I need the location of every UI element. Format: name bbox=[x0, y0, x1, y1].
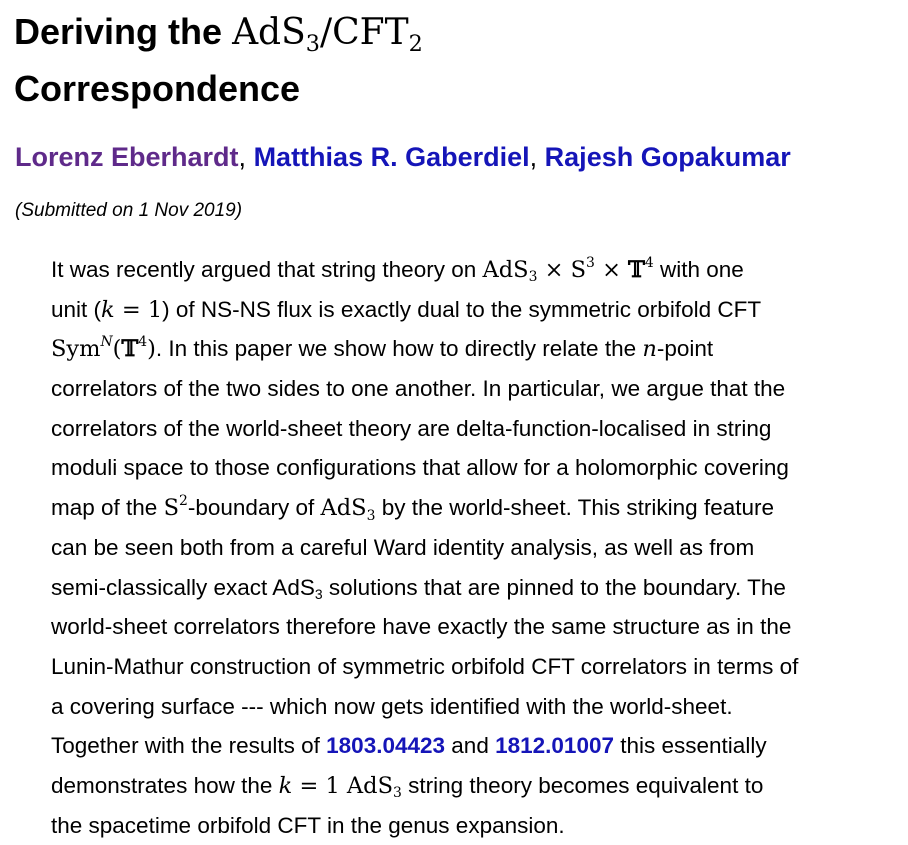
author-link-gaberdiel[interactable]: Matthias R. Gaberdiel bbox=[253, 142, 530, 172]
arxiv-link-1803-04423[interactable]: 1803.04423 bbox=[326, 733, 446, 759]
submission-date: (Submitted on 1 Nov 2019) bbox=[15, 200, 243, 221]
math-ads3-s3-t4: $AdS_3 \times S^3$ × 𝕋$^4$ bbox=[482, 254, 654, 286]
abstract-line: the spacetime orbifold CFT in the genus expansion. bbox=[51, 812, 565, 838]
abstract-line: can be seen both from a careful Ward identity analysis, as well as from bbox=[51, 534, 755, 560]
title-math: $AdS_3/CFT_2$ bbox=[232, 12, 423, 58]
abstract-line: correlators of the world-sheet theory are delta-function-localised in string bbox=[51, 415, 772, 441]
author-list bbox=[15, 140, 791, 174]
abstract-line: unit (k = 1) of NS-NS flux is exactly dual to the symmetric orbifold CFT bbox=[51, 296, 762, 323]
abstract-line: Sym$^N$(𝕋$^4$). In this paper we show how to directly relate the n-point bbox=[51, 334, 714, 363]
abstract-line: correlators of the two sides to one another. In particular, we argue that the bbox=[51, 376, 786, 402]
math-k: k bbox=[101, 296, 115, 323]
paper-title bbox=[14, 4, 894, 117]
abstract-line: world-sheet correlators therefore have exactly the same structure as in the bbox=[51, 614, 792, 640]
math-s2: $S^2$ bbox=[163, 493, 188, 522]
math-k-eq-1-ads3: k = 1 AdS$_3$ bbox=[278, 772, 402, 802]
title-line2: Correspondence bbox=[14, 68, 301, 109]
abstract-line: demonstrates how the k = 1 AdS$_3$ string theory becomes equivalent to bbox=[51, 772, 764, 802]
math-n: n bbox=[642, 336, 657, 363]
abstract-line: Lunin-Mathur construction of symmetric orbifold CFT correlators in terms of bbox=[51, 653, 799, 679]
abstract bbox=[51, 250, 908, 845]
author-separator: , bbox=[238, 142, 247, 172]
abstract-line: map of the $S^2$-boundary of AdS$_3$ by the world-sheet. This striking feature bbox=[51, 493, 774, 524]
author-separator: , bbox=[529, 142, 538, 172]
abstract-line: Together with the results of 1803.04423 and 1812.01007 this essentially bbox=[51, 733, 767, 759]
arxiv-link-1812-01007[interactable]: 1812.01007 bbox=[495, 733, 614, 759]
title-prefix: Deriving the bbox=[14, 11, 223, 52]
abstract-line: moduli space to those configurations that allow for a holomorphic covering bbox=[51, 455, 789, 481]
math-symN-t4: Sym$^N$(𝕋$^4$) bbox=[51, 334, 156, 363]
author-link-gopakumar[interactable]: Rajesh Gopakumar bbox=[544, 142, 791, 172]
abstract-line: a covering surface --- which now gets identified with the world-sheet. bbox=[51, 693, 733, 719]
author-link-eberhardt[interactable]: Lorenz Eberhardt bbox=[15, 142, 239, 172]
abstract-line: semi-classically exact AdS$_3$ solutions that are pinned to the boundary. The bbox=[51, 574, 786, 602]
abstract-line: It was recently argued that string theory on $AdS_3 \times S^3$ × 𝕋$^4$ with one bbox=[51, 254, 744, 286]
math-ads3: AdS$_3$ bbox=[320, 495, 376, 524]
